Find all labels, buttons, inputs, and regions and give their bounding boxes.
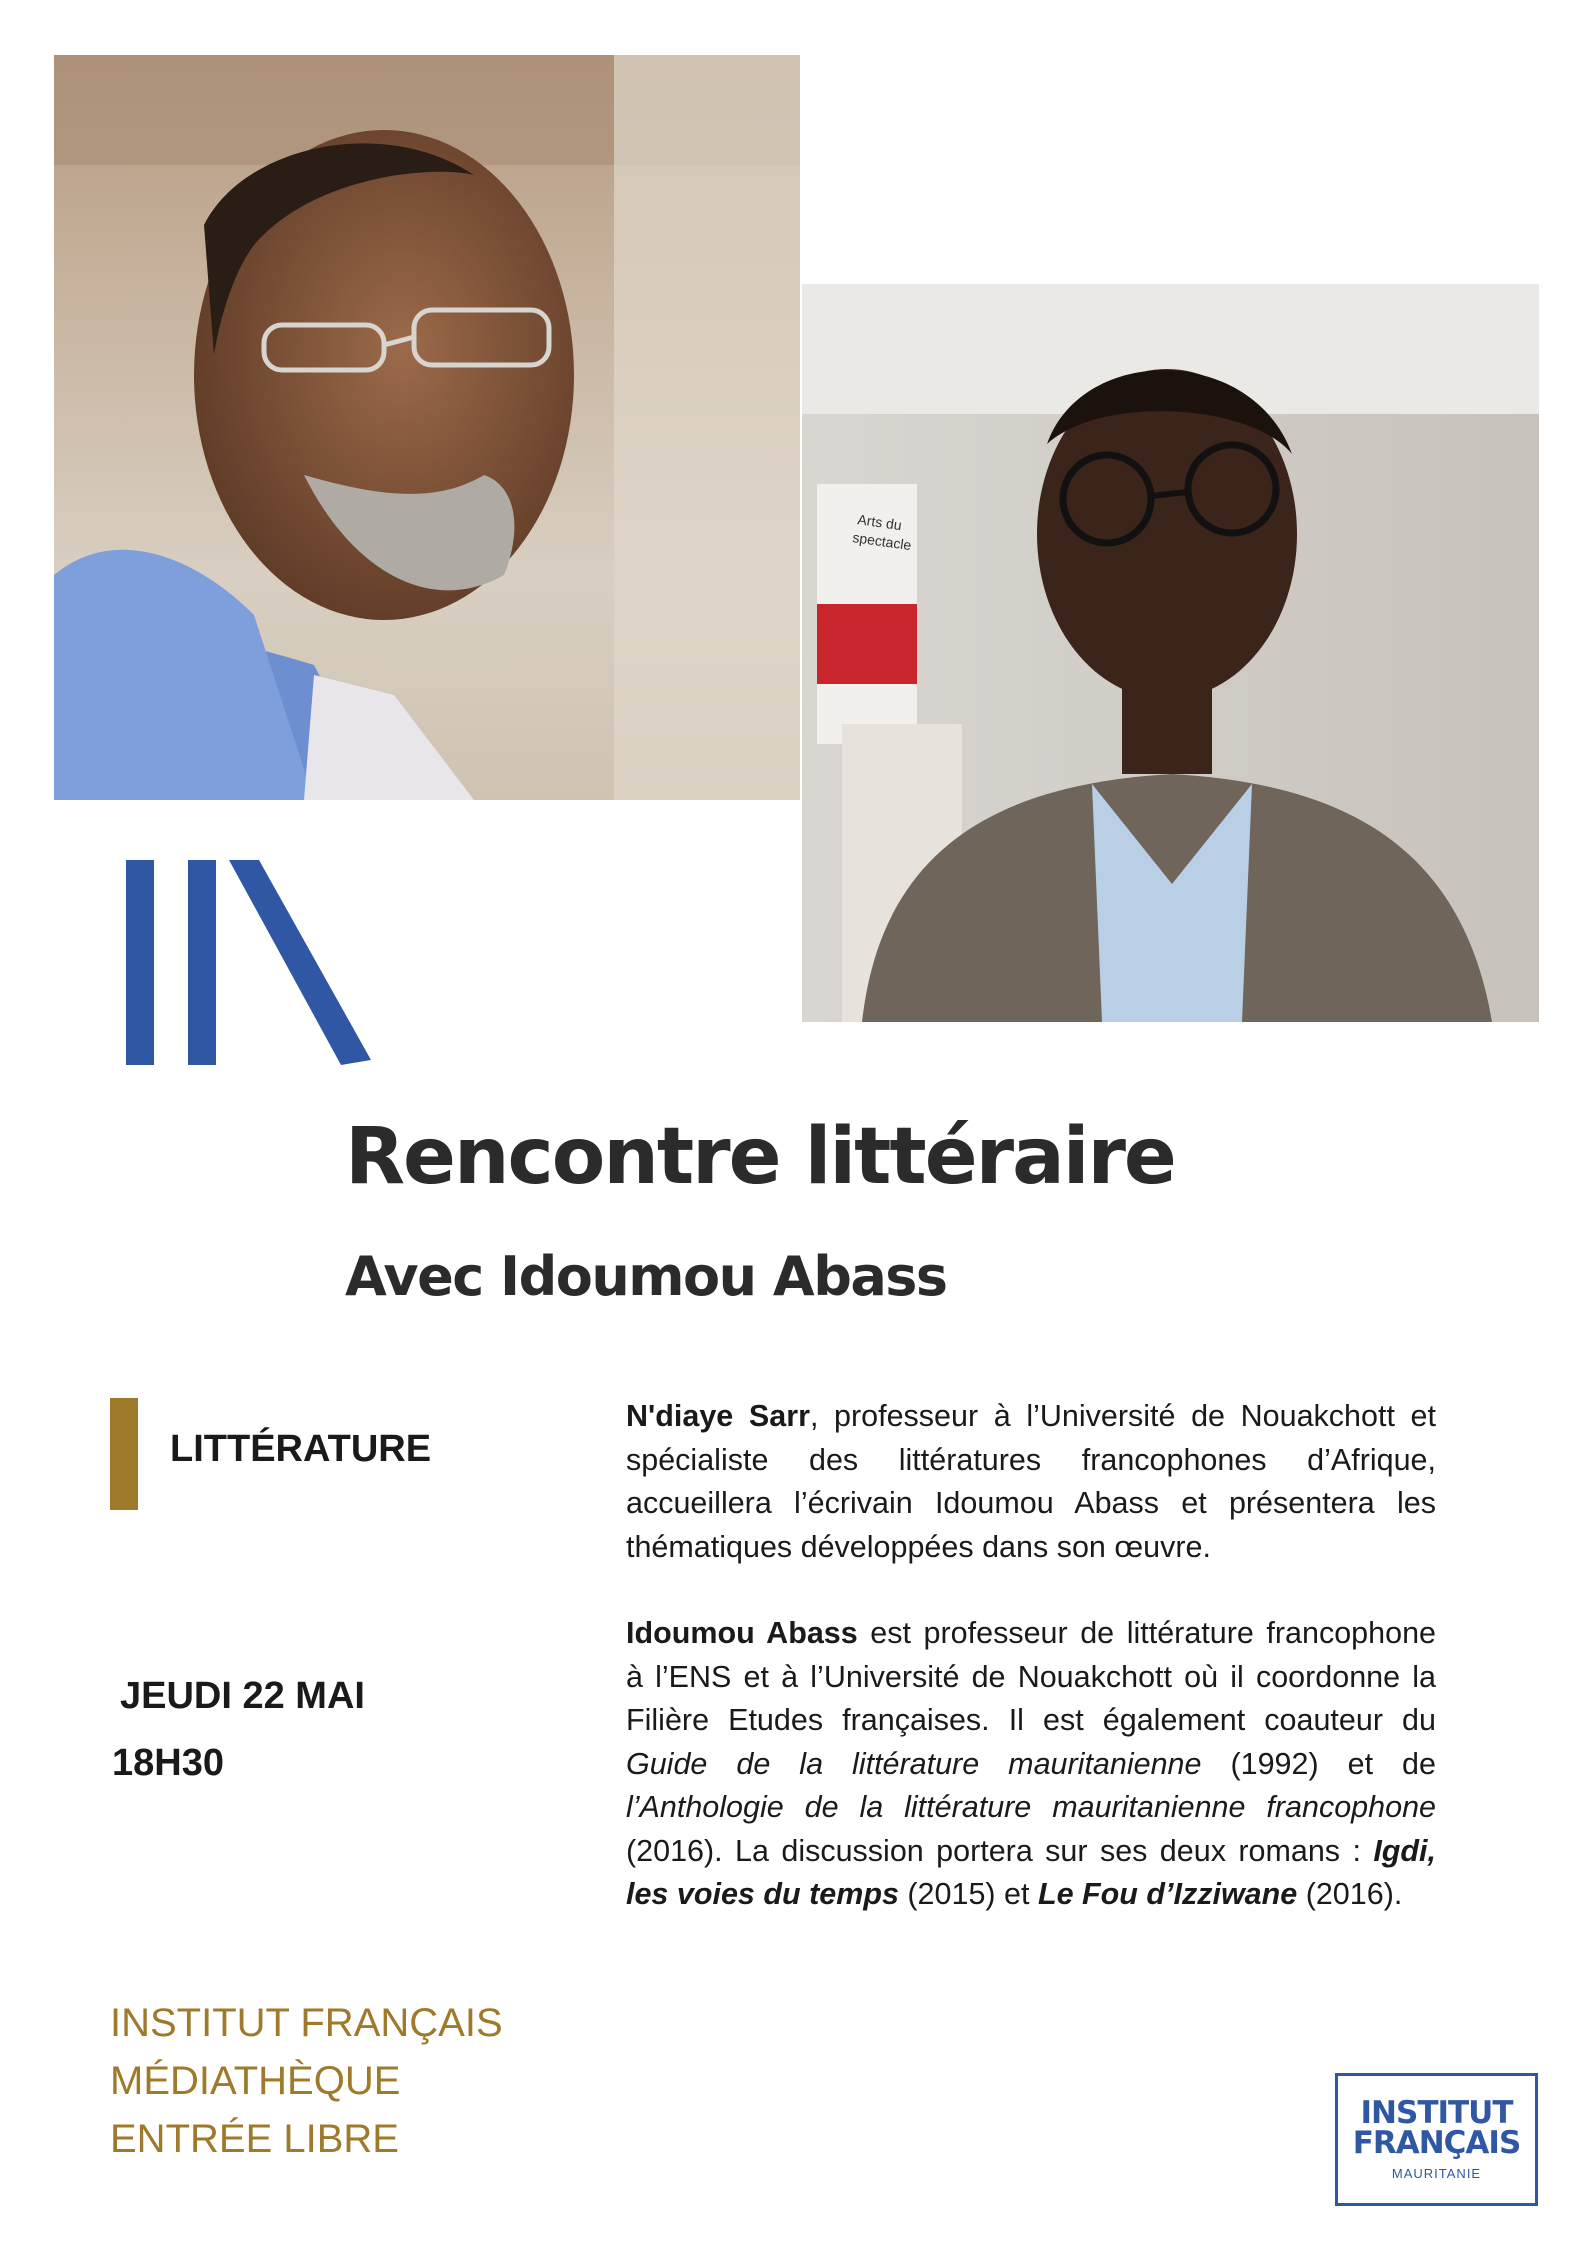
venue-line: ENTRÉE LIBRE	[110, 2117, 399, 2161]
paragraph-author: Idoumou Abass est professeur de littérature francophone à l’ENS et à l’Université de Nouakchott où il coordonne la Filière Etudes françaises. Il est également coauteur du Guide de la littérature mauritanienne (1992) et de l’Anthologie de la littérature mauritanienne francophone (2016). La discussion portera sur ses deux romans : Igdi, les voies du temps (2015) et Le Fou d’Izziwane (2016).	[626, 1616, 1436, 1911]
sign-text-line1: Arts du	[856, 511, 903, 534]
venue-line: INSTITUT FRANÇAIS	[110, 2001, 503, 2045]
novel-title: Igdi, les voies du temps	[626, 1833, 1436, 1911]
event-date: JEUDI 22 MAI	[120, 1675, 365, 1717]
book-title: l’Anthologie de la littérature mauritanienne francophone	[626, 1790, 1436, 1824]
description	[626, 1395, 1436, 1960]
institut-francais-mauritanie-logo: INSTITUT FRANÇAIS MAURITANIE	[1335, 2073, 1538, 2206]
sign-text-line2: spectacle	[851, 529, 913, 554]
venue-info	[110, 1994, 503, 2168]
name-idoumou-abass: Idoumou Abass	[626, 1616, 858, 1650]
event-time: 18H30	[112, 1742, 224, 1784]
name-ndiaye-sarr: N'diaye Sarr	[626, 1399, 810, 1433]
novel-title: Le Fou d’Izziwane	[1037, 1877, 1298, 1911]
institut-logo-mark	[126, 860, 376, 1070]
paragraph-intro: N'diaye Sarr, professeur à l’Université de Nouakchott et spécialiste des littératures francophones d’Afrique, accueillera l’écrivain Idoumou Abass et présentera les thématiques développées dans son œuvre.	[626, 1399, 1436, 1564]
portrait-photo-right	[802, 284, 1539, 1022]
category-accent-bar	[110, 1398, 138, 1510]
page-subtitle: Avec Idoumou Abass	[345, 1245, 947, 1308]
venue-line: MÉDIATHÈQUE	[110, 2059, 401, 2103]
portrait-photo-left	[54, 55, 800, 800]
category-label: LITTÉRATURE	[170, 1428, 432, 1470]
book-title: Guide de la littérature mauritanienne	[626, 1746, 1202, 1781]
page-title: Rencontre littéraire	[345, 1112, 1175, 1202]
